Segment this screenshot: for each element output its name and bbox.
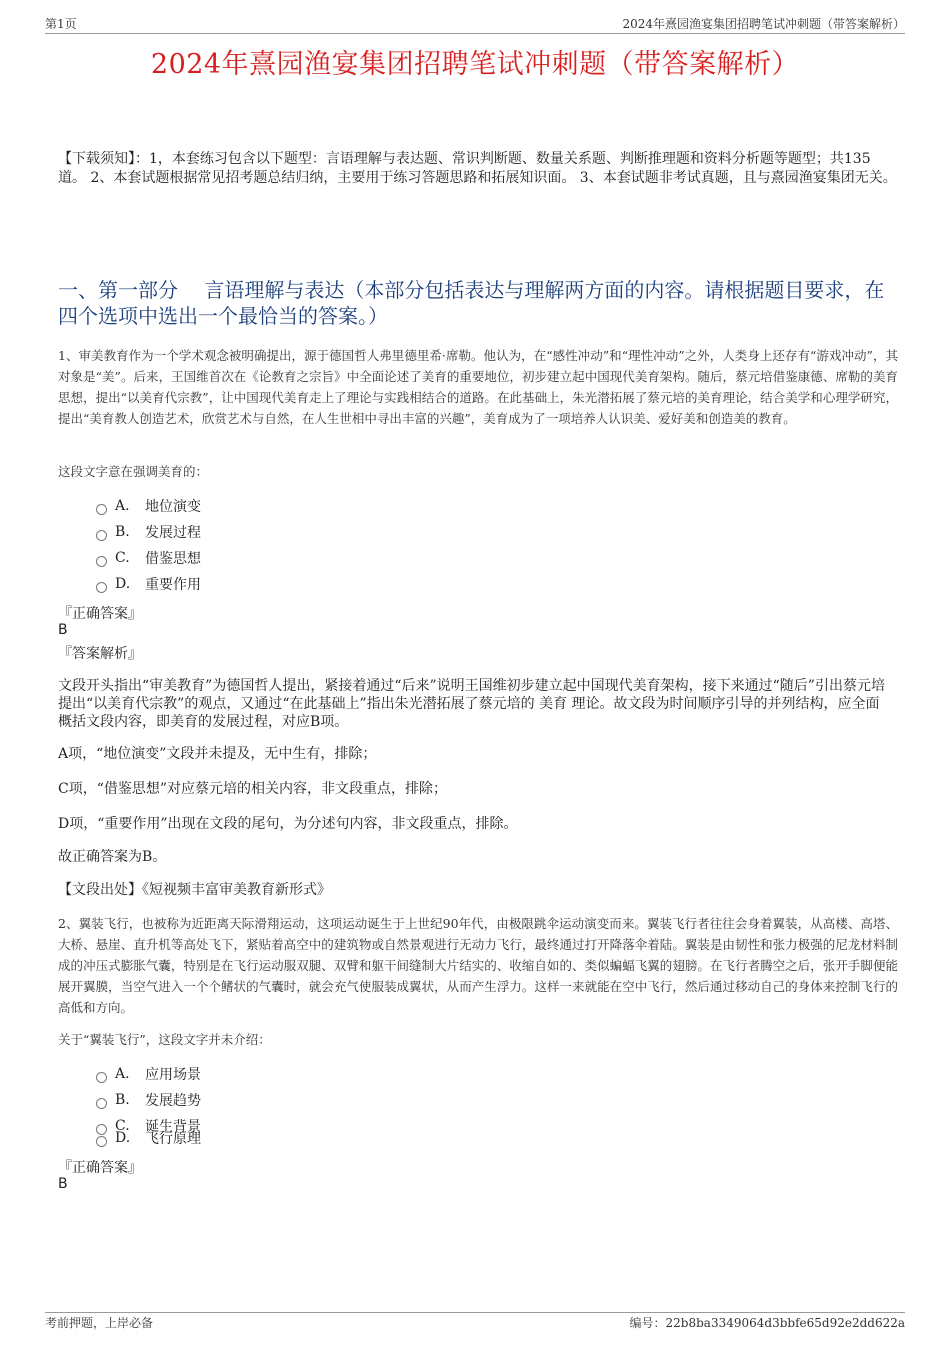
- option-text: 飞行原理: [145, 1131, 201, 1147]
- footer-divider: [45, 1312, 905, 1313]
- header-doc-title: 2024年熹园渔宴集团招聘笔试冲刺题（带答案解析）: [622, 17, 905, 31]
- q2-answer: B: [58, 1176, 68, 1192]
- option-letter: C.: [115, 1118, 130, 1134]
- option-text: 发展趋势: [145, 1093, 201, 1109]
- question-1-text: 1、审美教育作为一个学术观念被明确提出，源于德国哲人弗里德里希·席勒。他认为，在“感性冲动”和“理性冲动”之外，人类身上还存有“游戏冲动”，其对象是“美”。后来，王国维首次在《论教育之宗旨》中全面论述了美育的重要地位，初步建立起中国现代美育架构。随后，蔡元培借鉴康德、席勒的美育思想，提出“以美育代宗教”，让中国现代美育走上了理论与实践相结合的道路。在此基础上，朱光潜拓展了蔡元培的美育理论，结合美学和心理学研究，提出“美育教人创造艺术，欣赏艺术与自然，在人生世相中寻出丰富的兴趣”，美育成为了一项培养人认识美、爱好美和创造美的教育。: [58, 348, 898, 426]
- q1-analysis-c: C项，“借鉴思想”对应蔡元培的相关内容，非文段重点，排除；: [58, 781, 448, 797]
- option-letter: C.: [115, 550, 130, 566]
- footer-slogan: 考前押题，上岸必备: [45, 1316, 154, 1330]
- q1-analysis-main: 文段开头指出“审美教育”为德国哲人提出，紧接着通过“后来”说明王国维初步建立起中国现代美育架构，接下来通过“随后”引出蔡元培提出“以美育代宗教”的观点，又通过“在此基础上”指出朱光潜拓展了蔡元培的 美育 理论。故文段为时间顺序引导的并列结构，应全面概括文段内容，即美育的发展过程，对应B项。: [58, 678, 885, 730]
- section-heading: 一、第一部分 言语理解与表达（本部分包括表达与理解两方面的内容。请根据题目要求，在四个选项中选出一个最恰当的答案。）: [58, 278, 885, 328]
- q1-analysis-d: D项，“重要作用”出现在文段的尾句，为分述句内容，非文段重点，排除。: [58, 816, 518, 832]
- q1-analysis-a: A项，“地位演变”文段并未提及，无中生有，排除；: [58, 746, 377, 762]
- question-1-stem: 这段文字意在强调美育的：: [58, 464, 209, 479]
- radio-icon[interactable]: [96, 530, 107, 541]
- option-letter: A.: [115, 1066, 130, 1082]
- q2-option-b[interactable]: [96, 1090, 201, 1110]
- radio-icon[interactable]: [96, 1072, 107, 1083]
- radio-icon[interactable]: [96, 556, 107, 567]
- q1-option-d[interactable]: [96, 574, 201, 594]
- q1-answer: B: [58, 622, 68, 638]
- option-text: 借鉴思想: [145, 551, 201, 567]
- option-text: 应用场景: [145, 1067, 201, 1083]
- page-number: 第1页: [45, 17, 77, 31]
- option-letter: B.: [115, 1092, 130, 1108]
- radio-icon[interactable]: [96, 1098, 107, 1109]
- option-letter: D.: [115, 1130, 131, 1146]
- option-text: 诞生背景: [145, 1119, 201, 1135]
- header-divider: [45, 33, 905, 34]
- option-text: 地位演变: [145, 499, 201, 515]
- q1-analysis-label: 『答案解析』: [58, 646, 142, 662]
- option-text: 发展过程: [145, 525, 201, 541]
- q1-option-b[interactable]: [96, 522, 201, 542]
- page-title: 2024年熹园渔宴集团招聘笔试冲刺题（带答案解析）: [150, 49, 800, 80]
- q1-option-a[interactable]: [96, 496, 201, 516]
- option-letter: D.: [115, 576, 131, 592]
- radio-icon[interactable]: [96, 504, 107, 515]
- q2-answer-label: 『正确答案』: [58, 1160, 142, 1176]
- download-notice: 【下载须知】：1，本套练习包含以下题型：言语理解与表达题、常识判断题、数量关系题、判断推理题和资料分析题等题型；共135道。 2、本套试题根据常见招考题总结归纳，主要用于练习答题思路和拓展知识面。 3、本套试题非考试真题，且与熹园渔宴集团无关。: [58, 151, 897, 186]
- q1-option-c[interactable]: [96, 548, 201, 568]
- q1-answer-label: 『正确答案』: [58, 606, 142, 622]
- radio-icon[interactable]: [96, 582, 107, 593]
- footer-serial: 编号：22b8ba3349064d3bbfe65d92e2dd622a: [629, 1316, 905, 1330]
- option-letter: B.: [115, 524, 130, 540]
- option-letter: A.: [115, 498, 130, 514]
- radio-icon[interactable]: [96, 1136, 107, 1147]
- option-text: 重要作用: [145, 577, 201, 593]
- q1-source: 【文段出处】《短视频丰富审美教育新形式》: [58, 882, 331, 898]
- q1-conclusion: 故正确答案为B。: [58, 849, 167, 865]
- question-2-text: 2、翼装飞行，也被称为近距离天际滑翔运动，这项运动诞生于上世纪90年代，由极限跳伞运动演变而来。翼装飞行者往往会身着翼装，从高楼、高塔、大桥、悬崖、直升机等高处飞下，紧贴着高空中的建筑物或自然景观进行无动力飞行，最终通过打开降落伞着陆。翼装是由韧性和张力极强的尼龙材料制成的冲压式膨胀气囊，特别是在飞行运动服双腿、双臂和躯干间缝制大片结实的、收缩自如的、类似蝙蝠飞翼的翅膀。在飞行者腾空之后，张开手脚便能展开翼膜，当空气进入一个个鳍状的气囊时，就会充气使服装成翼状，从而产生浮力。这样一来就能在空中飞行，然后通过移动自己的身体来控制飞行的高低和方向。: [58, 916, 898, 1015]
- question-2-stem: 关于“翼装飞行”，这段文字并未介绍：: [58, 1032, 271, 1047]
- q2-option-a[interactable]: [96, 1064, 201, 1084]
- q2-option-d[interactable]: [96, 1128, 201, 1148]
